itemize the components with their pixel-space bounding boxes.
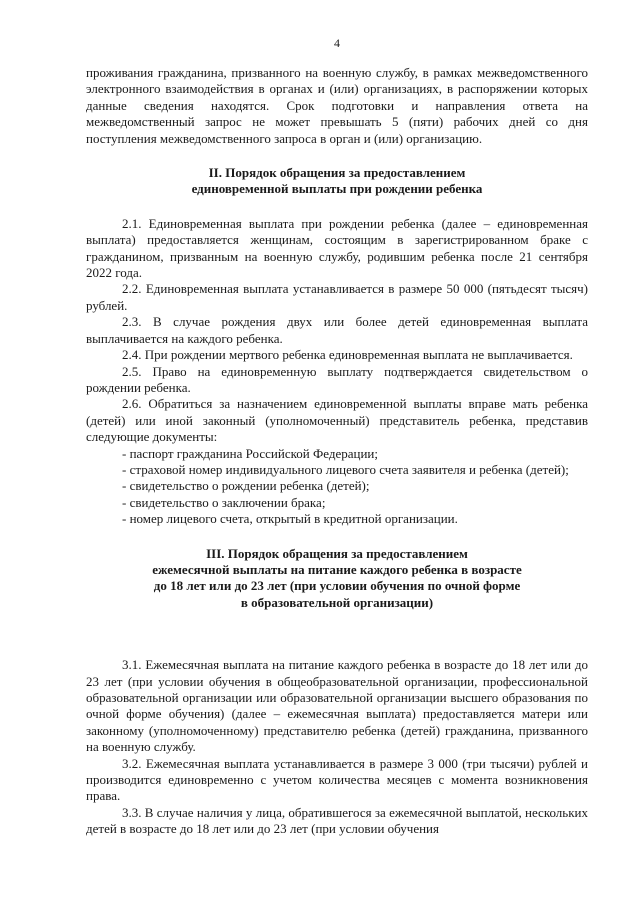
- document-list-item: - свидетельство о рождении ребенка (детей);: [122, 478, 370, 494]
- section-2-heading: [86, 165, 588, 198]
- paragraph-2-4: 2.4. При рождении мертвого ребенка единовременная выплата не выплачивается.: [122, 347, 573, 363]
- paragraph-3-3: 3.3. В случае наличия у лица, обратившегося за ежемесячной выплатой, нескольких детей в возрасте до 18 лет или до 23 лет (при условии обучения: [86, 804, 588, 837]
- document-list-item: - страховой номер индивидуального лицевого счета заявителя и ребенка (детей);: [122, 461, 569, 477]
- section-3-heading-line-4: в образовательной организации): [240, 594, 434, 610]
- section-3-heading-line-3: до 18 лет или до 23 лет (при условии обучения по очной форме: [153, 578, 521, 594]
- section-3-heading-line-2: ежемесячной выплаты на питание каждого ребенка в возрасте: [152, 561, 522, 577]
- document-list-item: - свидетельство о заключении брака;: [122, 494, 326, 510]
- paragraph-2-6: 2.6. Обратиться за назначением единовременной выплаты вправе мать ребенка (детей) или иной законный (уполномоченный) представитель ребенка, представив следующие документы:: [86, 396, 588, 445]
- document-list-item: - номер лицевого счета, открытый в кредитной организации.: [122, 511, 458, 527]
- page-number: 4: [334, 36, 340, 50]
- section-2-heading-line-1: II. Порядок обращения за предоставлением: [208, 165, 466, 181]
- paragraph-2-1: 2.1. Единовременная выплата при рождении ребенка (далее – единовременная выплата) предоставляется женщинам, состоящим в зарегистрированном браке с гражданином, призванным на военную службу, родившим ребенка после 21 сентября 2022 года.: [86, 215, 588, 281]
- intro-paragraph: проживания гражданина, призванного на военную службу, в рамках межведомственного электронного взаимодействия в органах и (или) организациях, в распоряжении которых данные сведения находятся. Срок подготовки и направления ответа на межведомственный запрос не может превышать 5 (пяти) рабочих дней со дня поступления межведомственного запроса в орган и (или) организацию.: [86, 65, 588, 146]
- paragraph-3-2: 3.2. Ежемесячная выплата устанавливается в размере 3 000 (три тысячи) рублей и производится единовременно с учетом количества месяцев с момента возникновения права.: [86, 755, 588, 804]
- paragraph-3-1: 3.1. Ежемесячная выплата на питание каждого ребенка в возрасте до 18 лет или до 23 лет (при условии обучения в общеобразовательной организации, профессиональной образовательной организации или образовательной организации высшего образования по очной форме обучения) (далее – ежемесячная выплата) предоставляется матери или законному (уполномоченному) представителю ребенка (детей) гражданина, призванного на военную службу.: [86, 657, 588, 755]
- section-2-heading-line-2: единовременной выплаты при рождении ребенка: [191, 181, 483, 197]
- paragraph-2-5: 2.5. Право на единовременную выплату подтверждается свидетельством о рождении ребенка.: [86, 363, 588, 395]
- paragraph-2-2: 2.2. Единовременная выплата устанавливается в размере 50 000 (пятьдесят тысяч) рублей.: [86, 281, 588, 313]
- section-3-heading-line-1: III. Порядок обращения за предоставлением: [206, 545, 468, 561]
- document-list-item: - паспорт гражданина Российской Федерации;: [122, 445, 378, 461]
- section-3-heading: [86, 546, 588, 612]
- paragraph-2-3: 2.3. В случае рождения двух или более детей единовременная выплата выплачивается на каждого ребенка.: [86, 314, 588, 346]
